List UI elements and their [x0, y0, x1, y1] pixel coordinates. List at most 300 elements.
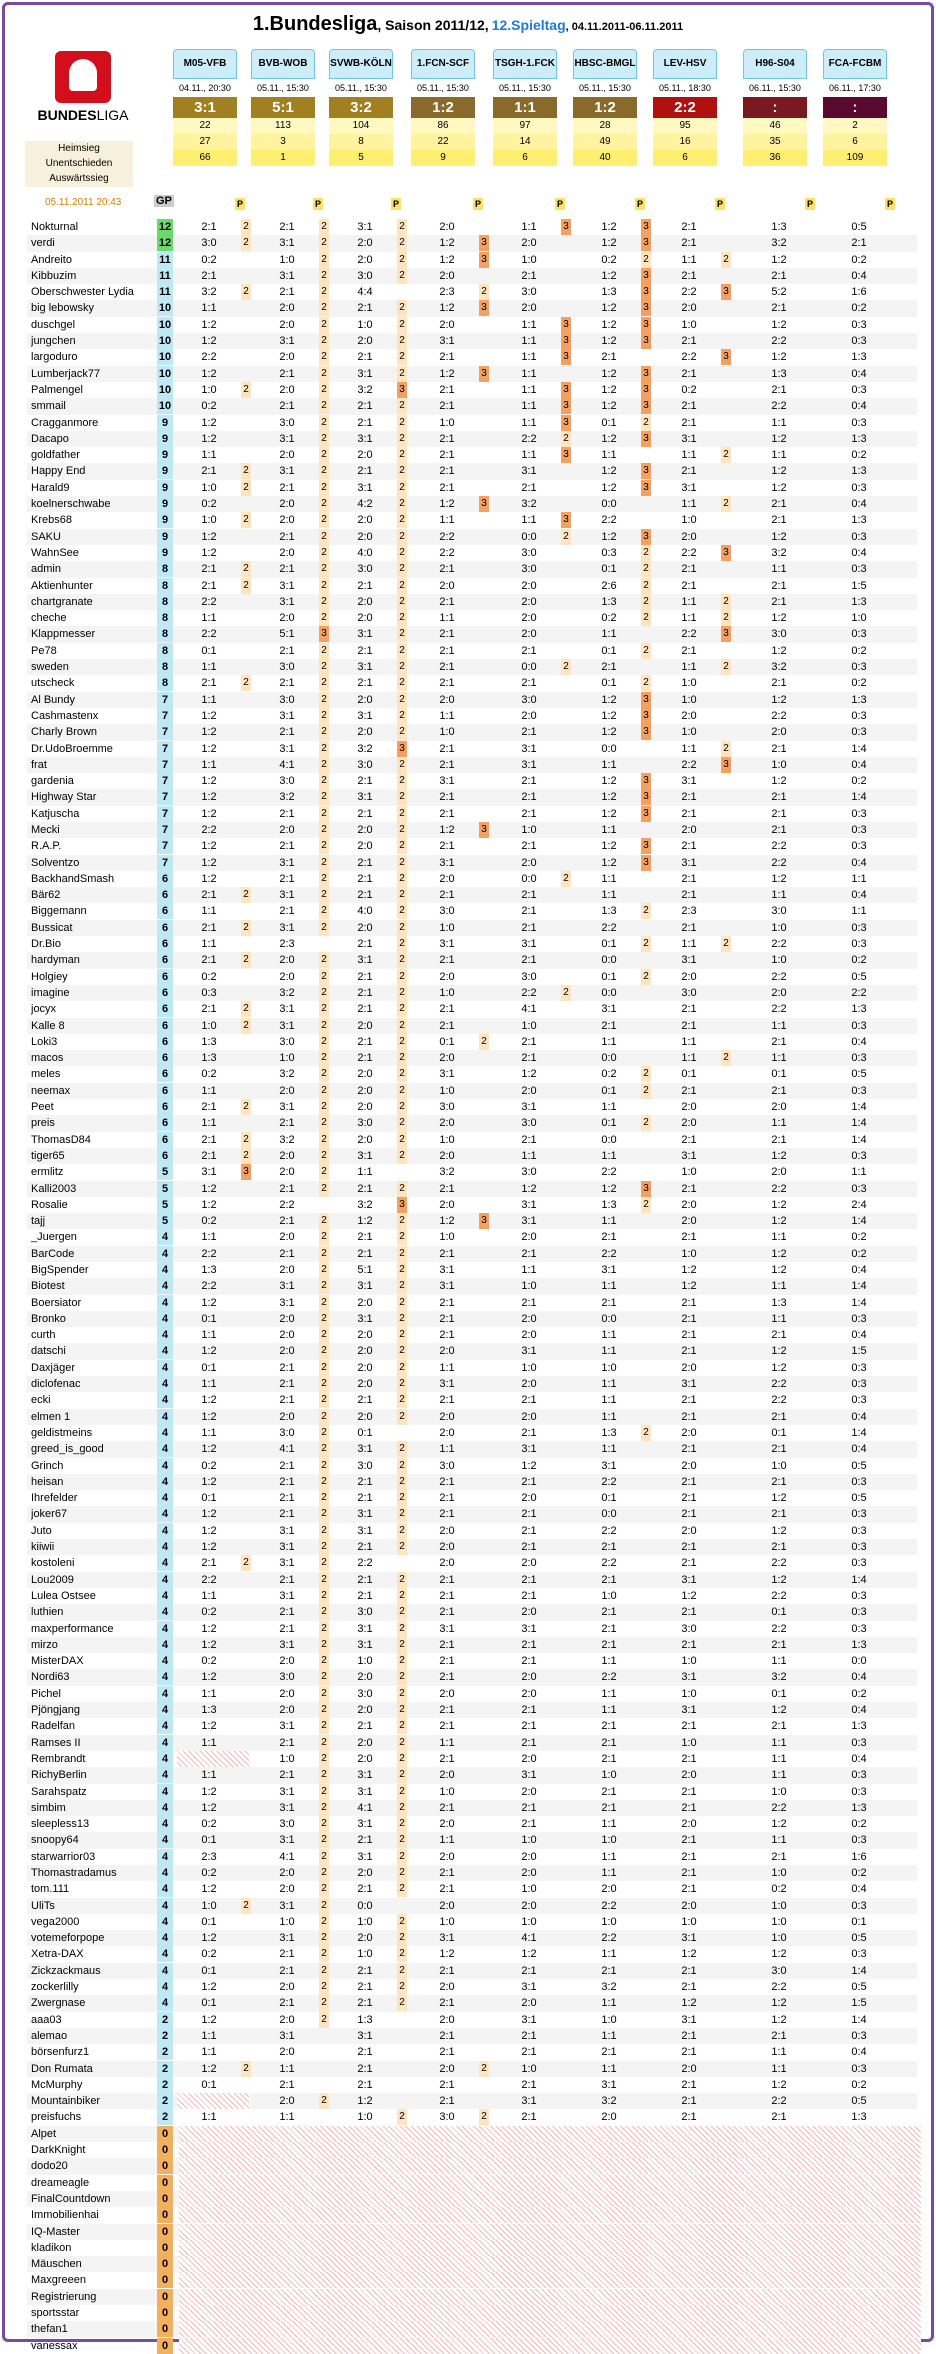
- tip-cell: 2:1: [439, 1883, 455, 1896]
- points-cell: 2: [397, 1979, 407, 1995]
- tip-cell: 2:0: [439, 1541, 455, 1554]
- player-gp: 9: [157, 447, 173, 463]
- tip-cell: 2:0: [357, 1101, 373, 1114]
- table-row: [27, 789, 917, 805]
- player-gp: 5: [157, 1197, 173, 1213]
- tip-cell: 1:2: [601, 269, 617, 282]
- player-name[interactable]: hardyman: [31, 954, 80, 967]
- player-name[interactable]: Juto: [31, 1524, 52, 1537]
- points-cell: 2: [397, 724, 407, 740]
- points-cell: 2: [241, 1018, 251, 1034]
- tip-cell: 3:1: [279, 579, 295, 592]
- tip-cell: 2:3: [201, 1850, 217, 1863]
- tip-cell: 1:2: [201, 1671, 217, 1684]
- tip-cell: 0:5: [851, 970, 867, 983]
- tip-cell: 1:2: [601, 432, 617, 445]
- tip-cell: 1:4: [851, 742, 867, 755]
- points-cell: 2: [319, 1164, 329, 1180]
- no-tips: [179, 2289, 921, 2305]
- player-name[interactable]: Grinch: [31, 1459, 64, 1472]
- tip-cell: 1:1: [771, 1280, 787, 1293]
- tip-cell: 3:1: [357, 221, 373, 233]
- tip-cell: 2:1: [601, 1573, 617, 1586]
- player-name[interactable]: dodo20: [31, 2160, 68, 2173]
- player-name[interactable]: jungchen: [31, 335, 76, 348]
- tip-cell: 2:0: [279, 1866, 295, 1879]
- tip-cell: 0:3: [851, 530, 867, 543]
- table-row: [27, 1751, 917, 1767]
- player-name[interactable]: Rembrandt: [31, 1752, 86, 1765]
- player-name[interactable]: Ramses II: [31, 1736, 81, 1749]
- stat-draw: 6: [823, 134, 887, 150]
- tip-cell: 2:0: [681, 1361, 697, 1374]
- player-name[interactable]: Boersiator: [31, 1296, 82, 1309]
- points-cell: 2: [397, 1229, 407, 1245]
- points-cell: 2: [241, 675, 251, 691]
- player-name[interactable]: Loki3: [31, 1035, 58, 1048]
- player-name[interactable]: Happy End: [31, 465, 86, 478]
- tip-cell: 1:2: [201, 872, 217, 885]
- player-name[interactable]: McMurphy: [31, 2078, 83, 2091]
- player-name[interactable]: Zwergnase: [31, 1997, 86, 2010]
- tip-cell: 0:1: [201, 1997, 217, 2010]
- player-name[interactable]: koelnerschwabe: [31, 498, 111, 511]
- player-name[interactable]: jocyx: [31, 1003, 57, 1016]
- tip-cell: 2:1: [201, 921, 217, 934]
- tip-cell: 3:1: [681, 1671, 697, 1684]
- player-name[interactable]: ThomasD84: [31, 1133, 91, 1146]
- player-name[interactable]: sweden: [31, 661, 69, 674]
- tip-cell: 2:1: [439, 1638, 455, 1651]
- tip-cell: 2:0: [279, 1231, 295, 1244]
- tip-cell: 0:2: [851, 1247, 867, 1260]
- player-name[interactable]: vanessax: [31, 2339, 78, 2352]
- player-name[interactable]: vega2000: [31, 1915, 80, 1928]
- tip-cell: 1:6: [851, 1850, 867, 1863]
- tip-cell: 2:2: [201, 351, 217, 364]
- points-cell: 2: [641, 252, 651, 268]
- player-name[interactable]: joker67: [31, 1508, 68, 1521]
- player-gp: 4: [157, 1458, 173, 1474]
- points-cell: 2: [319, 1898, 329, 1914]
- player-name[interactable]: MisterDAX: [31, 1655, 84, 1668]
- player-name[interactable]: alemao: [31, 2029, 68, 2042]
- tip-cell: 1:2: [601, 726, 617, 739]
- points-cell: 2: [397, 903, 407, 919]
- player-name[interactable]: aaa03: [31, 2013, 62, 2026]
- player-name[interactable]: Biotest: [31, 1280, 65, 1293]
- player-name[interactable]: Cashmastenx: [31, 709, 99, 722]
- player-name[interactable]: Bär62: [31, 889, 61, 902]
- points-cell: 2: [319, 447, 329, 463]
- player-name[interactable]: frat: [31, 758, 47, 771]
- player-name[interactable]: chartgranate: [31, 595, 93, 608]
- tip-cell: 1:2: [601, 530, 617, 543]
- tip-cell: 2:1: [357, 1964, 373, 1977]
- player-name[interactable]: Immobilienhai: [31, 2209, 99, 2222]
- game-name[interactable]: M05-VFB: [173, 49, 237, 79]
- tip-cell: 3:0: [439, 1459, 455, 1472]
- game-name[interactable]: LEV-HSV: [653, 49, 717, 79]
- player-name[interactable]: largoduro: [31, 351, 78, 364]
- player-name[interactable]: R.A.P.: [31, 840, 62, 853]
- tip-cell: 2:0: [357, 1345, 373, 1358]
- player-name[interactable]: Kalle 8: [31, 1019, 65, 1032]
- tip-cell: 2:1: [279, 1475, 295, 1488]
- player-name[interactable]: SAKU: [31, 530, 61, 543]
- player-name[interactable]: mirzo: [31, 1638, 58, 1651]
- player-name[interactable]: Biggemann: [31, 905, 87, 918]
- tip-cell: 2:1: [201, 269, 217, 282]
- player-name[interactable]: kiiwii: [31, 1541, 55, 1554]
- player-name[interactable]: Peet: [31, 1101, 54, 1114]
- player-name[interactable]: datschi: [31, 1345, 66, 1358]
- tip-cell: 2:1: [681, 889, 697, 902]
- player-name[interactable]: Sarahspatz: [31, 1785, 87, 1798]
- points-cell: 2: [479, 1034, 489, 1050]
- player-name[interactable]: utscheck: [31, 677, 75, 690]
- player-name[interactable]: tiger65: [31, 1149, 65, 1162]
- player-name[interactable]: Lou2009: [31, 1573, 74, 1586]
- player-name[interactable]: geldistmeins: [31, 1426, 93, 1439]
- player-name[interactable]: cheche: [31, 612, 67, 625]
- tip-cell: 2:6: [601, 579, 617, 592]
- player-name[interactable]: RichyBerlin: [31, 1769, 87, 1782]
- tip-cell: 2:1: [521, 1035, 537, 1048]
- tip-cell: 2:2: [201, 823, 217, 836]
- player-name[interactable]: Lulea Ostsee: [31, 1589, 96, 1602]
- player-name[interactable]: zockerlilly: [31, 1981, 79, 1994]
- tip-cell: 0:3: [851, 661, 867, 674]
- tip-cell: 2:1: [439, 840, 455, 853]
- player-name[interactable]: gardenia: [31, 775, 74, 788]
- player-name[interactable]: Don Rumata: [31, 2062, 93, 2075]
- player-name[interactable]: maxperformance: [31, 1622, 114, 1635]
- player-name[interactable]: Mountainbiker: [31, 2095, 101, 2108]
- points-cell: 2: [319, 1034, 329, 1050]
- tip-cell: 2:1: [601, 1622, 617, 1635]
- tip-cell: 2:0: [521, 612, 537, 625]
- tip-cell: 0:3: [851, 840, 867, 853]
- tip-cell: 1:0: [771, 1932, 787, 1945]
- player-name[interactable]: admin: [31, 563, 61, 576]
- tip-cell: 2:1: [681, 2095, 697, 2108]
- points-cell: 2: [319, 1262, 329, 1278]
- player-name[interactable]: duschgel: [31, 318, 76, 331]
- player-name[interactable]: _Juergen: [31, 1231, 77, 1244]
- player-name[interactable]: dreameagle: [31, 2176, 90, 2189]
- player-name[interactable]: Nokturnal: [31, 221, 79, 233]
- player-name[interactable]: Xetra-DAX: [31, 1948, 84, 1961]
- tip-cell: 2:1: [521, 1589, 537, 1602]
- tip-cell: 2:2: [771, 1981, 787, 1994]
- tip-cell: 1:0: [521, 1915, 537, 1928]
- player-name[interactable]: Krebs68: [31, 514, 72, 527]
- game-name[interactable]: BVB-WOB: [251, 49, 315, 79]
- tip-cell: 2:1: [681, 2029, 697, 2042]
- tip-cell: 2:1: [439, 1475, 455, 1488]
- tip-cell: 1:1: [201, 758, 217, 771]
- tip-cell: 2:3: [681, 905, 697, 918]
- player-name[interactable]: Dr.UdoBroemme: [31, 742, 113, 755]
- player-name[interactable]: sleepless13: [31, 1818, 90, 1831]
- points-cell: 2: [397, 1832, 407, 1848]
- player-name[interactable]: Klappmesser: [31, 628, 96, 641]
- player-name[interactable]: börsenfurz1: [31, 2046, 90, 2059]
- player-name[interactable]: Mecki: [31, 823, 60, 836]
- player-name[interactable]: macos: [31, 1052, 64, 1065]
- tip-cell: 2:2: [681, 758, 697, 771]
- player-name[interactable]: Highway Star: [31, 791, 97, 804]
- tip-cell: 3:1: [201, 1166, 217, 1179]
- tip-cell: 2:1: [681, 1866, 697, 1879]
- player-name[interactable]: Daxjäger: [31, 1361, 76, 1374]
- player-name[interactable]: Charly Brown: [31, 726, 98, 739]
- table-row: [27, 1099, 917, 1115]
- player-name[interactable]: Kalli2003: [31, 1182, 77, 1195]
- tip-cell: 3:2: [357, 1198, 373, 1211]
- tip-cell: 3:1: [357, 1280, 373, 1293]
- tip-cell: 0:3: [851, 1524, 867, 1537]
- player-name[interactable]: Dr.Bio: [31, 938, 61, 951]
- title-matchday[interactable]: 12.Spieltag: [491, 17, 566, 33]
- tip-cell: 0:3: [851, 2029, 867, 2042]
- points-cell: 2: [397, 1800, 407, 1816]
- logo-text: BUNDESLIGA: [37, 107, 129, 123]
- points-cell: 2: [397, 1784, 407, 1800]
- player-name[interactable]: Ihrefelder: [31, 1492, 78, 1505]
- player-name[interactable]: Solventzo: [31, 856, 80, 869]
- player-gp: 2: [157, 2012, 173, 2028]
- player-name[interactable]: Radelfan: [31, 1720, 76, 1733]
- tip-cell: 0:2: [851, 1818, 867, 1831]
- player-name[interactable]: tajj: [31, 1215, 46, 1228]
- points-cell: 2: [319, 512, 329, 528]
- tip-cell: 1:1: [279, 2062, 295, 2075]
- tip-cell: 1:1: [201, 905, 217, 918]
- points-cell: 2: [319, 610, 329, 626]
- player-gp: 0: [157, 2289, 173, 2305]
- player-name[interactable]: snoopy64: [31, 1834, 79, 1847]
- points-cell: 2: [397, 496, 407, 512]
- player-name[interactable]: Harald9: [31, 481, 70, 494]
- player-name[interactable]: Andreito: [31, 253, 72, 266]
- player-name[interactable]: kostoleni: [31, 1557, 75, 1570]
- player-gp: 4: [157, 1816, 173, 1832]
- table-row: [27, 1800, 917, 1816]
- tip-cell: 2:0: [681, 1215, 697, 1228]
- game-name[interactable]: SVWB-KÖLN: [329, 49, 393, 79]
- player-name[interactable]: Bussicat: [31, 921, 73, 934]
- player-name[interactable]: DarkKnight: [31, 2144, 86, 2157]
- tip-cell: 3:0: [357, 1687, 373, 1700]
- tip-cell: 1:3: [201, 1052, 217, 1065]
- tip-cell: 2:2: [851, 986, 867, 999]
- player-gp: 6: [157, 1083, 173, 1099]
- tip-cell: 5:2: [771, 286, 787, 299]
- player-name[interactable]: Bronko: [31, 1312, 66, 1325]
- game-name[interactable]: 1.FCN-SCF: [411, 49, 475, 79]
- tip-cell: 2:1: [601, 1801, 617, 1814]
- player-name[interactable]: Thomastradamus: [31, 1866, 117, 1879]
- tip-cell: 1:2: [521, 1459, 537, 1472]
- points-cell: 2: [319, 1425, 329, 1441]
- tip-cell: 2:0: [357, 693, 373, 706]
- player-name[interactable]: Dacapo: [31, 432, 69, 445]
- player-name[interactable]: FinalCountdown: [31, 2192, 111, 2205]
- tip-cell: 1:0: [521, 823, 537, 836]
- player-name[interactable]: UliTs: [31, 1899, 55, 1912]
- player-name[interactable]: meles: [31, 1068, 61, 1081]
- tip-cell: 1:2: [771, 1492, 787, 1505]
- points-cell: 3: [561, 382, 571, 398]
- player-name[interactable]: heisan: [31, 1475, 64, 1488]
- tipp-table: [27, 219, 917, 2354]
- player-name[interactable]: Alpet: [31, 2127, 57, 2140]
- points-cell: 2: [241, 219, 251, 235]
- tip-cell: 3:1: [357, 1638, 373, 1651]
- player-name[interactable]: curth: [31, 1329, 56, 1342]
- player-name[interactable]: Cragganmore: [31, 416, 99, 429]
- tip-cell: 0:3: [851, 1541, 867, 1554]
- player-name[interactable]: smmail: [31, 400, 66, 413]
- player-gp: 10: [158, 383, 172, 396]
- tip-cell: 1:1: [201, 661, 217, 674]
- player-name[interactable]: ecki: [31, 1394, 51, 1407]
- player-name[interactable]: kladikon: [31, 2241, 72, 2254]
- points-cell: 2: [319, 1930, 329, 1946]
- points-cell: 2: [397, 463, 407, 479]
- player-name[interactable]: preisfuchs: [31, 2111, 82, 2124]
- tip-cell: 3:1: [521, 1198, 537, 1211]
- tip-cell: 0:5: [851, 1459, 867, 1472]
- player-name[interactable]: Lumberjack77: [31, 367, 101, 380]
- tip-cell: 1:0: [279, 1915, 295, 1928]
- player-name[interactable]: thefan1: [31, 2323, 68, 2336]
- tip-cell: 2:2: [521, 986, 537, 999]
- points-cell: 2: [641, 903, 651, 919]
- player-name[interactable]: luthien: [31, 1606, 64, 1619]
- player-name[interactable]: ermlitz: [31, 1166, 64, 1179]
- player-name[interactable]: big lebowsky: [31, 302, 94, 315]
- tip-cell: 3:1: [681, 1573, 697, 1586]
- player-name[interactable]: greed_is_good: [31, 1443, 104, 1456]
- player-name[interactable]: BarCode: [31, 1247, 75, 1260]
- tip-cell: 2:1: [521, 2029, 537, 2042]
- tip-cell: 2:2: [357, 1557, 373, 1570]
- player-name[interactable]: Rosalie: [31, 1198, 68, 1211]
- player-name[interactable]: sportsstar: [31, 2307, 80, 2319]
- table-row: [27, 724, 917, 740]
- player-name[interactable]: Katjuscha: [31, 807, 80, 820]
- tip-cell: 2:0: [681, 1101, 697, 1114]
- tip-cell: 0:5: [851, 1492, 867, 1505]
- tip-cell: 1:1: [601, 1948, 617, 1961]
- player-gp: 0: [157, 2338, 173, 2354]
- player-name[interactable]: imagine: [31, 986, 70, 999]
- player-name[interactable]: WahnSee: [31, 546, 79, 559]
- player-name[interactable]: tom.111: [31, 1883, 70, 1896]
- player-name[interactable]: IQ-Master: [31, 2225, 80, 2238]
- tip-cell: 1:1: [771, 1312, 787, 1325]
- player-name[interactable]: Oberschwester Lydia: [31, 286, 134, 299]
- player-name[interactable]: Zickzackmaus: [31, 1964, 101, 1977]
- tip-cell: 3:1: [279, 1524, 295, 1537]
- player-name[interactable]: Maxgreeen: [31, 2274, 87, 2287]
- table-row: [27, 1018, 917, 1034]
- player-name[interactable]: Pichel: [31, 1687, 61, 1700]
- tip-cell: 1:0: [681, 318, 697, 331]
- tip-cell: 1:1: [681, 498, 697, 511]
- player-name[interactable]: Pjöngjang: [31, 1704, 80, 1717]
- tip-cell: 1:1: [357, 1166, 373, 1179]
- player-name[interactable]: elmen 1: [31, 1410, 71, 1423]
- points-header: P: [716, 199, 723, 209]
- tip-cell: 3:1: [601, 1459, 617, 1472]
- game-name[interactable]: TSGH-1.FCK: [493, 49, 557, 79]
- points-cell: 2: [397, 806, 407, 822]
- tip-cell: 2:0: [279, 1687, 295, 1700]
- game-name[interactable]: FCA-FCBM: [823, 49, 887, 79]
- points-cell: 3: [561, 415, 571, 431]
- tip-cell: 2:0: [521, 302, 537, 315]
- tip-cell: 2:0: [601, 1883, 617, 1896]
- player-name[interactable]: diclofenac: [31, 1378, 81, 1391]
- player-name[interactable]: starwarrior03: [31, 1850, 96, 1863]
- tip-cell: 2:3: [279, 938, 295, 951]
- tip-cell: 1:2: [201, 1198, 217, 1211]
- player-name[interactable]: BigSpender: [31, 1264, 89, 1276]
- player-name[interactable]: Kibbuzim: [31, 269, 77, 282]
- points-cell: 2: [397, 1718, 407, 1734]
- points-cell: 3: [479, 366, 489, 382]
- player-name[interactable]: votemeforpope: [31, 1932, 105, 1945]
- player-name[interactable]: verdi: [31, 237, 55, 250]
- tip-cell: 2:1: [201, 1133, 217, 1146]
- player-name[interactable]: BackhandSmash: [31, 872, 115, 885]
- points-cell: 2: [397, 1278, 407, 1294]
- player-name[interactable]: Mäuschen: [31, 2258, 82, 2271]
- player-name[interactable]: Al Bundy: [31, 693, 76, 706]
- player-name[interactable]: neemax: [31, 1084, 71, 1097]
- tip-cell: 1:1: [771, 1752, 787, 1765]
- tip-cell: 2:1: [439, 595, 455, 608]
- points-cell: 2: [319, 1669, 329, 1685]
- player-name[interactable]: Nordi63: [31, 1671, 70, 1684]
- game-name[interactable]: HBSC-BMGL: [573, 49, 637, 79]
- tip-cell: 3:1: [279, 1834, 295, 1847]
- points-cell: 3: [641, 431, 651, 447]
- player-name[interactable]: Registrierung: [31, 2290, 97, 2303]
- game-name[interactable]: H96-S04: [743, 49, 807, 79]
- table-row: [27, 1588, 917, 1604]
- player-name[interactable]: simbim: [31, 1801, 66, 1814]
- tip-cell: 2:1: [357, 302, 373, 315]
- player-name[interactable]: preis: [31, 1117, 55, 1130]
- player-name[interactable]: Aktienhunter: [31, 579, 93, 592]
- tip-cell: 1:1: [201, 1231, 217, 1244]
- player-name[interactable]: Pe78: [31, 644, 57, 657]
- player-name[interactable]: goldfather: [31, 449, 80, 462]
- tip-cell: 2:0: [439, 1117, 455, 1130]
- points-cell: 2: [319, 1001, 329, 1017]
- tip-cell: 2:1: [771, 807, 787, 820]
- game-date: 05.11., 15:30: [257, 83, 309, 93]
- points-cell: 3: [641, 480, 651, 496]
- player-name[interactable]: Holgiey: [31, 970, 68, 983]
- player-name[interactable]: Palmengel: [31, 383, 83, 396]
- table-row: [27, 561, 917, 577]
